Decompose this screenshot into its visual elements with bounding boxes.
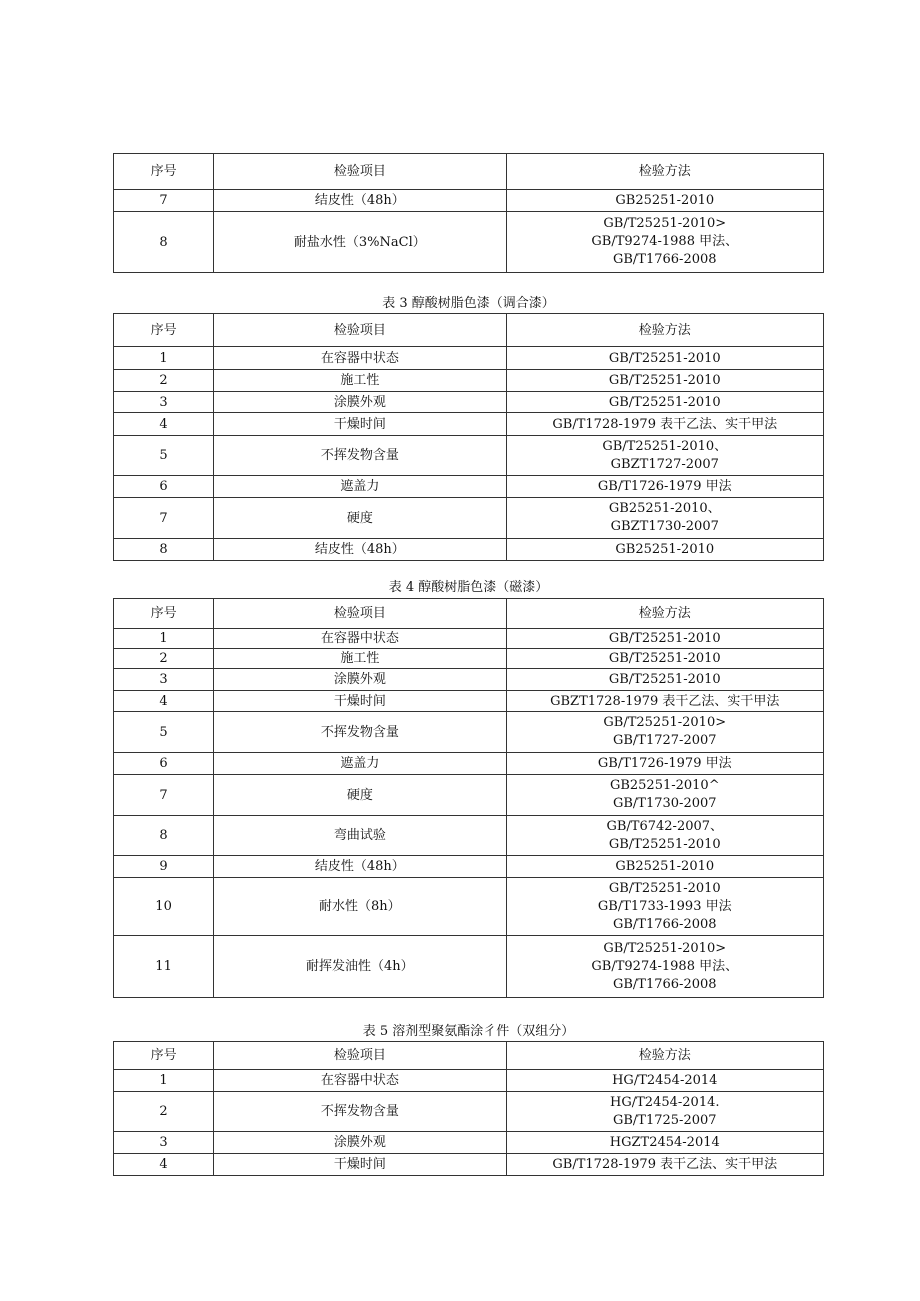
table-header-row [114, 154, 824, 190]
method-line: GB/T1727-2007 [612, 733, 717, 748]
row-item: 在容器中状态 [214, 347, 506, 370]
method-line: GB/T25251-2010 [608, 631, 721, 646]
method-line: GB25251-2010 [615, 859, 715, 874]
method-line: GB/T6742-2007、 [606, 818, 724, 834]
method-line: GB/T25251-2010、 [602, 438, 728, 454]
row-item: 涂膜外观 [214, 1132, 506, 1154]
header-no: 序号 [114, 599, 214, 629]
table-row [114, 629, 824, 649]
row-method [506, 436, 823, 476]
table-row [114, 212, 824, 273]
table-row [114, 370, 824, 392]
row-no: 4 [114, 691, 214, 712]
method-line: GB/T25251-2010 [608, 880, 721, 896]
header-no: 序号 [114, 1042, 214, 1070]
row-method [506, 347, 823, 370]
table-header-row [114, 314, 824, 347]
method-line: GB/T25251-2010 [608, 836, 721, 852]
row-no: 3 [114, 669, 214, 691]
row-method [506, 1092, 823, 1132]
table-row [114, 816, 824, 856]
row-no: 5 [114, 712, 214, 753]
header-no: 序号 [114, 154, 214, 190]
row-no: 3 [114, 1132, 214, 1154]
row-item: 结皮性（48h） [214, 539, 506, 561]
header-method: 检验方法 [506, 1042, 823, 1070]
row-item: 不挥发物含量 [214, 712, 506, 753]
row-method [506, 1132, 823, 1154]
row-item: 涂膜外观 [214, 392, 506, 413]
table-2-continued [113, 153, 824, 273]
row-item: 干燥时间 [214, 691, 506, 712]
table-4 [113, 598, 824, 998]
table-row [114, 498, 824, 539]
row-method [506, 936, 823, 998]
method-line: GB/T9274-1988 甲法、 [591, 234, 739, 249]
header-item: 检验项目 [214, 1042, 506, 1070]
row-no: 8 [114, 212, 214, 273]
table-3-title: 表 3 醇酸树脂色漆（调合漆） [382, 296, 555, 311]
table-row [114, 392, 824, 413]
method-line: GB/T25251-2010 [608, 350, 721, 366]
row-item: 干燥时间 [214, 413, 506, 436]
row-item: 施工性 [214, 649, 506, 669]
method-line: GB/T1726-1979 甲法 [597, 479, 732, 494]
method-line: GB/T25251-2010> [603, 216, 727, 231]
row-method [506, 753, 823, 775]
row-no: 10 [114, 878, 214, 936]
row-item: 不挥发物含量 [214, 1092, 506, 1132]
header-method: 检验方法 [506, 314, 823, 347]
table-row [114, 436, 824, 476]
row-method [506, 816, 823, 856]
row-item: 遮盖力 [214, 753, 506, 775]
row-method [506, 856, 823, 878]
table-row [114, 669, 824, 691]
row-no: 8 [114, 539, 214, 561]
header-item: 检验项目 [214, 154, 506, 190]
row-item: 涂膜外观 [214, 669, 506, 691]
row-no: 7 [114, 498, 214, 539]
row-no: 8 [114, 816, 214, 856]
row-no: 3 [114, 392, 214, 413]
row-method [506, 539, 823, 561]
row-no: 1 [114, 347, 214, 370]
method-line: GB/T1766-2008 [612, 916, 717, 932]
method-line: GB25251-2010 [615, 542, 715, 557]
row-item: 结皮性（48h） [214, 190, 506, 212]
row-item: 耐挥发油性（4h） [214, 936, 506, 998]
row-no: 1 [114, 1070, 214, 1092]
method-line: GB/T1766-2008 [612, 252, 717, 267]
row-item: 遮盖力 [214, 476, 506, 498]
row-no: 5 [114, 436, 214, 476]
row-item: 干燥时间 [214, 1154, 506, 1176]
table-5-title: 表 5 溶剂型聚氨酯涂彳件（双组分） [362, 1024, 575, 1039]
table-row [114, 649, 824, 669]
table-row [114, 712, 824, 753]
table-row [114, 1070, 824, 1092]
row-method [506, 775, 823, 816]
row-no: 4 [114, 413, 214, 436]
method-line: GB/T1728-1979 表干乙法、实干甲法 [552, 1157, 778, 1172]
table-row [114, 878, 824, 936]
method-line: GB/T9274-1988 甲法、 [591, 958, 739, 974]
table-row [114, 190, 824, 212]
method-line: GB/T1733-1993 甲法 [597, 898, 732, 914]
method-line: GB25251-2010 [615, 193, 715, 208]
table-row [114, 539, 824, 561]
row-item: 硬度 [214, 498, 506, 539]
table-row [114, 413, 824, 436]
row-method [506, 498, 823, 539]
row-item: 耐水性（8h） [214, 878, 506, 936]
row-method [506, 629, 823, 649]
method-line: GB/T25251-2010> [603, 715, 727, 730]
table-header-row [114, 599, 824, 629]
row-method [506, 649, 823, 669]
table-row [114, 691, 824, 712]
table-row [114, 775, 824, 816]
header-method: 检验方法 [506, 154, 823, 190]
row-no: 2 [114, 370, 214, 392]
row-item: 在容器中状态 [214, 1070, 506, 1092]
method-line: GB25251-2010、 [608, 501, 721, 516]
row-no: 1 [114, 629, 214, 649]
row-no: 2 [114, 1092, 214, 1132]
table-row [114, 1092, 824, 1132]
header-item: 检验项目 [214, 314, 506, 347]
header-no: 序号 [114, 314, 214, 347]
method-line: GB/T1726-1979 甲法 [597, 756, 732, 771]
method-line: GBZT1728-1979 表干乙法、实干甲法 [550, 693, 780, 709]
row-item: 不挥发物含量 [214, 436, 506, 476]
row-no: 9 [114, 856, 214, 878]
method-line: HGZT2454-2014 [609, 1135, 720, 1150]
row-item: 耐盐水性（3%NaCl） [214, 212, 506, 273]
row-method [506, 476, 823, 498]
row-item: 结皮性（48h） [214, 856, 506, 878]
row-no: 6 [114, 476, 214, 498]
method-line: GB/T25251-2010 [608, 672, 721, 687]
method-line: GB25251-2010^ [609, 778, 720, 793]
row-item: 在容器中状态 [214, 629, 506, 649]
table-row [114, 856, 824, 878]
row-no: 2 [114, 649, 214, 669]
row-no: 7 [114, 190, 214, 212]
row-method [506, 370, 823, 392]
row-method [506, 669, 823, 691]
table-row [114, 1154, 824, 1176]
row-no: 11 [114, 936, 214, 998]
row-method [506, 712, 823, 753]
method-line: GB/T25251-2010 [608, 373, 721, 388]
row-no: 7 [114, 775, 214, 816]
table-header-row [114, 1042, 824, 1070]
method-line: GBZT1730-2007 [610, 519, 719, 534]
row-no: 4 [114, 1154, 214, 1176]
table-row [114, 753, 824, 775]
method-line: GB/T1728-1979 表干乙法、实干甲法 [552, 416, 778, 432]
row-method [506, 1070, 823, 1092]
row-no: 6 [114, 753, 214, 775]
table-row [114, 347, 824, 370]
row-item: 弯曲试验 [214, 816, 506, 856]
row-method [506, 1154, 823, 1176]
method-line: HG/T2454-2014 [612, 1073, 718, 1088]
table-4-title: 表 4 醇酸树脂色漆（磁漆） [388, 580, 549, 595]
method-line: GB/T25251-2010 [608, 394, 721, 410]
row-item: 施工性 [214, 370, 506, 392]
table-5 [113, 1041, 824, 1176]
method-line: GB/T1730-2007 [612, 796, 717, 811]
method-line: GB/T25251-2010 [608, 651, 721, 666]
method-line: GB/T25251-2010> [603, 940, 727, 956]
method-line: GBZT1727-2007 [610, 456, 719, 472]
row-method [506, 392, 823, 413]
row-method [506, 691, 823, 712]
row-method [506, 878, 823, 936]
method-line: GB/T1766-2008 [612, 976, 717, 992]
method-line: HG/T2454-2014. [610, 1094, 720, 1110]
row-method [506, 212, 823, 273]
method-line: GB/T1725-2007 [612, 1112, 717, 1128]
table-row [114, 476, 824, 498]
table-3 [113, 313, 824, 561]
table-row [114, 1132, 824, 1154]
table-row [114, 936, 824, 998]
row-method [506, 413, 823, 436]
row-item: 硬度 [214, 775, 506, 816]
header-method: 检验方法 [506, 599, 823, 629]
header-item: 检验项目 [214, 599, 506, 629]
row-method [506, 190, 823, 212]
